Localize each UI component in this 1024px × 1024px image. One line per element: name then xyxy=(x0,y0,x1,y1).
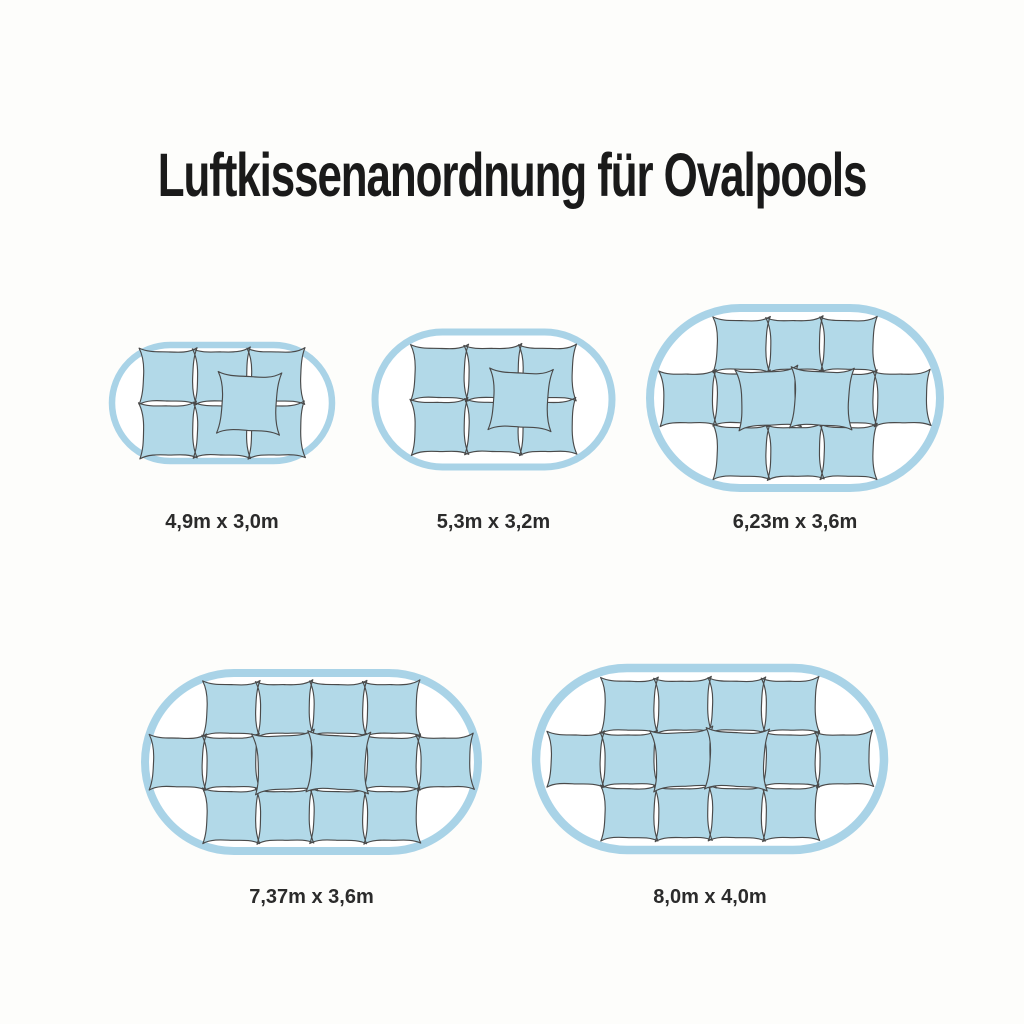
pool-graphic xyxy=(644,302,946,494)
air-cushion xyxy=(819,316,877,373)
air-cushion xyxy=(202,787,260,844)
air-cushion xyxy=(704,726,770,791)
air-cushion xyxy=(600,730,659,788)
air-cushion xyxy=(654,784,713,842)
air-cushion xyxy=(815,730,874,788)
air-cushion xyxy=(362,787,420,844)
pool-size-label: 5,3m x 3,2m xyxy=(436,511,551,533)
air-cushion xyxy=(761,730,820,788)
air-cushion xyxy=(410,343,469,401)
air-cushion xyxy=(761,676,820,734)
air-cushion xyxy=(362,680,420,737)
air-cushion xyxy=(487,367,554,433)
air-cushion xyxy=(362,733,420,791)
air-cushion xyxy=(148,733,207,791)
air-cushion xyxy=(766,423,825,481)
page-title: Luftkissenanordnung für Ovalpools xyxy=(157,140,867,209)
air-cushion xyxy=(202,733,261,791)
pool-diagram-4-9x3-0 xyxy=(106,339,338,533)
air-cushion xyxy=(416,733,475,791)
air-cushion xyxy=(654,676,713,734)
pool-graphic xyxy=(106,339,338,467)
pool-diagram-8-0x4-0 xyxy=(530,662,890,908)
pool-diagram-5-3x3-2 xyxy=(369,326,618,533)
pool-graphic xyxy=(369,326,618,473)
pool-size-label: 4,9m x 3,0m xyxy=(165,511,279,533)
air-cushion xyxy=(819,423,877,480)
air-cushion xyxy=(707,784,766,842)
air-cushion xyxy=(255,787,313,845)
pool-diagram-6-23x3-6 xyxy=(644,302,946,533)
pool-diagram-7-37x3-6 xyxy=(139,667,484,908)
pool-size-label: 8,0m x 4,0m xyxy=(653,886,767,908)
air-cushion xyxy=(712,316,771,374)
air-cushion xyxy=(309,680,367,737)
air-cushion xyxy=(138,401,197,459)
air-cushion xyxy=(766,316,824,374)
air-cushion xyxy=(216,370,283,436)
air-cushion xyxy=(546,730,605,788)
pool-graphic xyxy=(530,662,890,856)
air-cushion xyxy=(138,347,197,405)
pool-size-label: 6,23m x 3,6m xyxy=(732,511,858,533)
air-cushion xyxy=(659,369,717,426)
pool-graphic xyxy=(139,667,484,857)
pool-size-label: 7,37m x 3,6m xyxy=(249,886,374,908)
air-cushion xyxy=(600,784,659,842)
air-cushion xyxy=(707,676,766,734)
air-cushion xyxy=(305,729,371,794)
air-cushion xyxy=(761,784,820,842)
air-cushion xyxy=(410,398,469,456)
air-cushion xyxy=(255,680,313,738)
air-cushion xyxy=(202,680,261,738)
air-cushion xyxy=(600,676,659,734)
air-cushion xyxy=(712,423,770,481)
air-cushion xyxy=(789,365,855,430)
air-cushion xyxy=(309,787,368,845)
air-cushion xyxy=(873,369,931,426)
